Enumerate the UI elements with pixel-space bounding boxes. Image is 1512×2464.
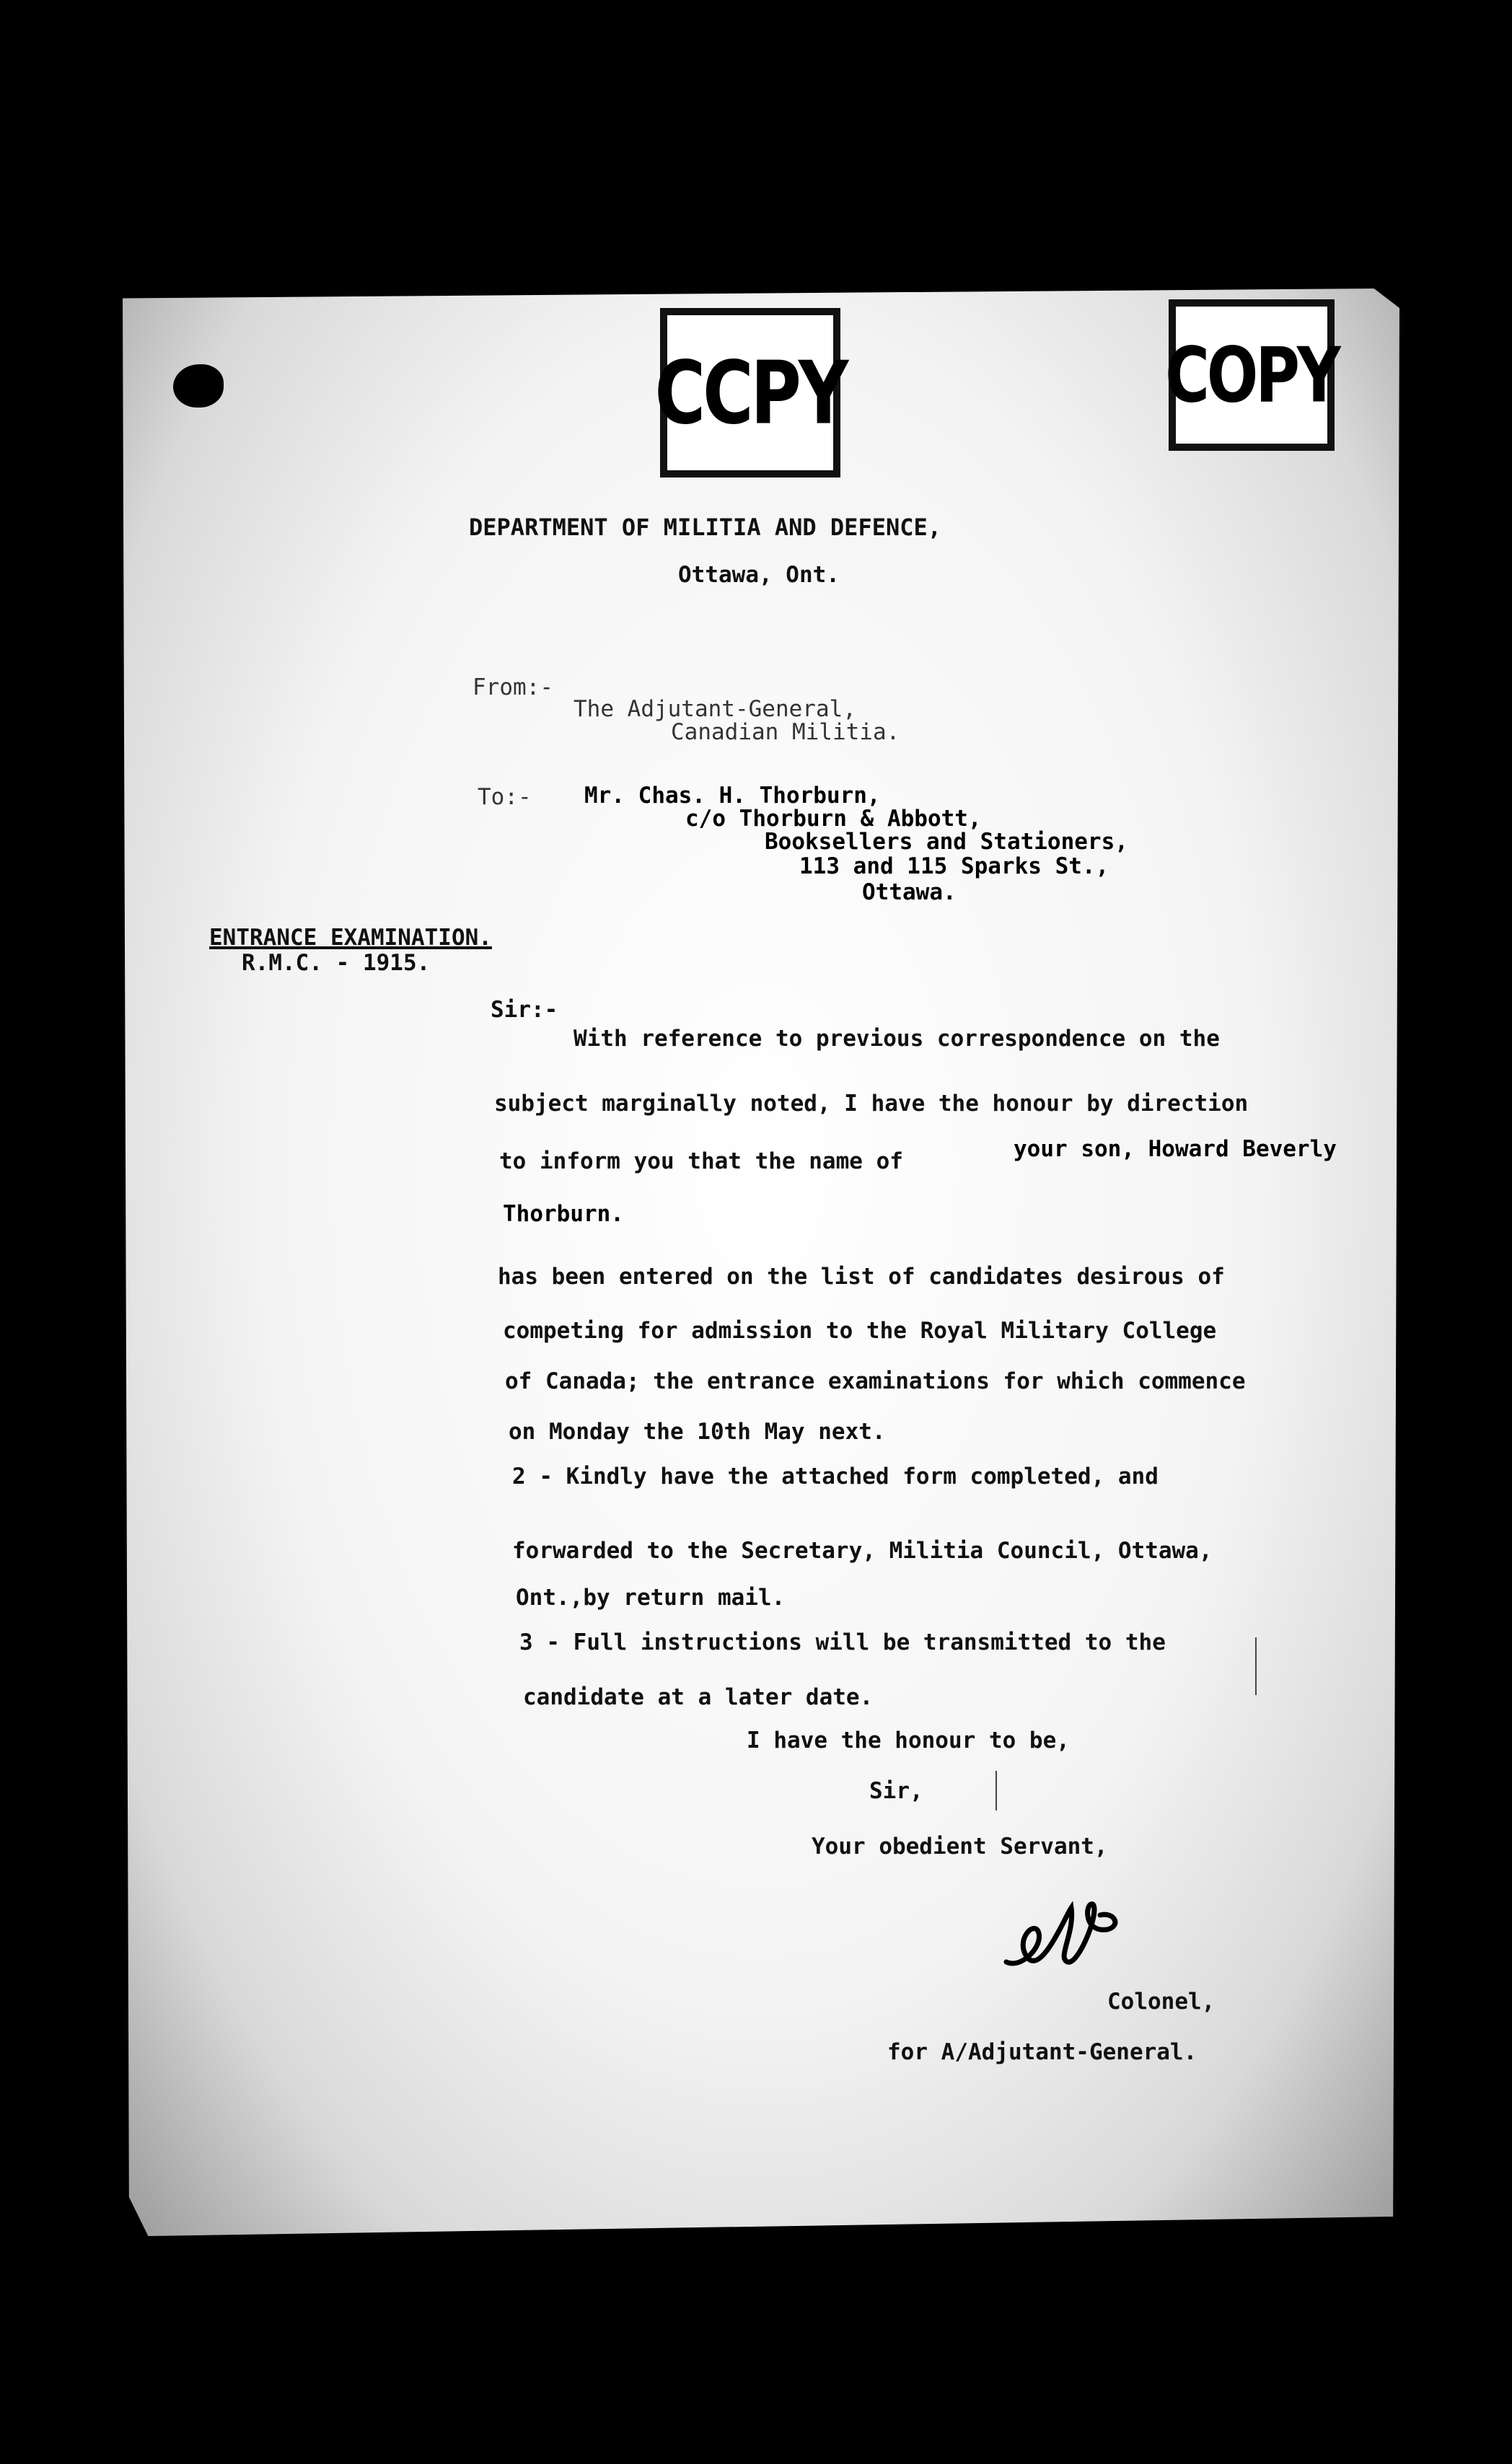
body-line-11: 3 - Full instructions will be transmitted to the: [519, 1629, 1166, 1655]
to-line-1: Mr. Chas. H. Thorburn,: [584, 783, 881, 809]
ink-blot: [173, 364, 224, 408]
copy-stamp-left-text: CCPY: [654, 342, 846, 444]
inserted-name-line-1: your son, Howard Beverly: [1014, 1136, 1337, 1162]
signatory-title: for A/Adjutant-General.: [887, 2039, 1197, 2065]
salutation: Sir:-: [491, 997, 558, 1023]
to-label: To:-: [478, 784, 532, 810]
body-line-4: has been entered on the list of candidates desirous of: [498, 1264, 1225, 1290]
from-label: From:-: [472, 674, 553, 700]
closing-line-1: I have the honour to be,: [747, 1728, 1070, 1754]
from-line-1: The Adjutant-General,: [573, 696, 856, 722]
pencil-mark: [995, 1771, 997, 1810]
to-line-4: 113 and 115 Sparks St.,: [799, 853, 1109, 879]
body-line-12: candidate at a later date.: [523, 1684, 874, 1710]
pencil-mark: [1255, 1637, 1257, 1695]
body-line-8: 2 - Kindly have the attached form completed, and: [512, 1464, 1159, 1490]
closing-line-2: Sir,: [869, 1778, 923, 1804]
body-line-10: Ont.,by return mail.: [516, 1585, 786, 1611]
copy-stamp-right-text: COPY: [1165, 330, 1338, 420]
location-line: Ottawa, Ont.: [678, 562, 840, 588]
body-line-9: forwarded to the Secretary, Militia Council, Ottawa,: [512, 1538, 1213, 1564]
closing-line-3: Your obedient Servant,: [812, 1834, 1108, 1860]
marginal-note-line-1: ENTRANCE EXAMINATION.: [209, 925, 492, 951]
department-heading: DEPARTMENT OF MILITIA AND DEFENCE,: [469, 514, 942, 541]
body-line-5: competing for admission to the Royal Military College: [503, 1318, 1217, 1344]
to-line-5: Ottawa.: [862, 879, 957, 905]
to-line-2: c/o Thorburn & Abbott,: [685, 806, 982, 832]
body-line-1: With reference to previous correspondence on the: [573, 1026, 1220, 1052]
copy-stamp-right: [1165, 299, 1338, 451]
signatory-rank: Colonel,: [1107, 1989, 1216, 2015]
body-line-7: on Monday the 10th May next.: [509, 1419, 886, 1445]
body-line-6: of Canada; the entrance examinations for which commence: [505, 1368, 1246, 1394]
from-line-2: Canadian Militia.: [671, 719, 900, 745]
body-line-3: to inform you that the name of: [499, 1148, 903, 1174]
body-line-2: subject marginally noted, I have the honour by direction: [494, 1091, 1249, 1117]
marginal-note-line-2: R.M.C. - 1915.: [242, 950, 431, 976]
to-line-3: Booksellers and Stationers,: [765, 829, 1128, 855]
copy-stamp-left: [654, 308, 846, 478]
signature-mark: [999, 1890, 1129, 1976]
inserted-name-line-2: Thorburn.: [503, 1201, 624, 1227]
